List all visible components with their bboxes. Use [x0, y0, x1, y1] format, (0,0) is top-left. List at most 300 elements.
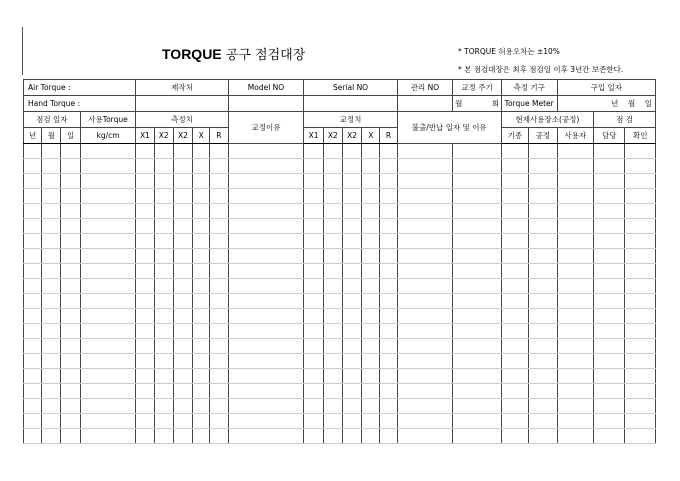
entry-cell[interactable] — [210, 174, 228, 189]
entry-cell[interactable] — [42, 174, 61, 189]
entry-cell[interactable] — [304, 174, 323, 189]
entry-cell[interactable] — [557, 339, 593, 354]
entry-cell[interactable] — [342, 369, 361, 384]
entry-cell[interactable] — [529, 174, 557, 189]
entry-cell[interactable] — [362, 294, 380, 309]
entry-cell[interactable] — [397, 204, 453, 219]
entry-cell[interactable] — [228, 324, 304, 339]
entry-cell[interactable] — [625, 144, 656, 159]
entry-cell[interactable] — [42, 279, 61, 294]
model-no-field[interactable] — [228, 96, 304, 112]
entry-cell[interactable] — [342, 294, 361, 309]
entry-cell[interactable] — [210, 369, 228, 384]
entry-cell[interactable] — [210, 279, 228, 294]
entry-cell[interactable] — [362, 249, 380, 264]
entry-cell[interactable] — [397, 219, 453, 234]
entry-cell[interactable] — [453, 414, 502, 429]
entry-cell[interactable] — [380, 414, 397, 429]
entry-cell[interactable] — [193, 354, 210, 369]
entry-cell[interactable] — [501, 144, 528, 159]
entry-cell[interactable] — [61, 369, 80, 384]
entry-cell[interactable] — [453, 384, 502, 399]
entry-cell[interactable] — [397, 324, 453, 339]
entry-cell[interactable] — [80, 369, 136, 384]
entry-cell[interactable] — [304, 159, 323, 174]
entry-cell[interactable] — [380, 429, 397, 444]
entry-cell[interactable] — [501, 384, 528, 399]
entry-cell[interactable] — [136, 234, 154, 249]
entry-cell[interactable] — [228, 354, 304, 369]
entry-cell[interactable] — [362, 189, 380, 204]
entry-cell[interactable] — [342, 354, 361, 369]
entry-cell[interactable] — [453, 354, 502, 369]
entry-cell[interactable] — [210, 219, 228, 234]
entry-cell[interactable] — [501, 249, 528, 264]
entry-cell[interactable] — [154, 324, 173, 339]
entry-cell[interactable] — [193, 159, 210, 174]
entry-cell[interactable] — [228, 279, 304, 294]
entry-cell[interactable] — [380, 354, 397, 369]
entry-cell[interactable] — [380, 369, 397, 384]
entry-cell[interactable] — [453, 429, 502, 444]
entry-cell[interactable] — [136, 264, 154, 279]
purchase-date-field[interactable] — [557, 96, 655, 112]
entry-cell[interactable] — [173, 264, 192, 279]
entry-cell[interactable] — [380, 309, 397, 324]
entry-cell[interactable] — [304, 369, 323, 384]
entry-cell[interactable] — [193, 189, 210, 204]
entry-cell[interactable] — [80, 399, 136, 414]
entry-cell[interactable] — [24, 384, 42, 399]
entry-cell[interactable] — [136, 414, 154, 429]
entry-cell[interactable] — [501, 159, 528, 174]
entry-cell[interactable] — [501, 324, 528, 339]
maker-field[interactable] — [136, 96, 228, 112]
entry-cell[interactable] — [380, 294, 397, 309]
entry-cell[interactable] — [173, 309, 192, 324]
entry-cell[interactable] — [453, 399, 502, 414]
entry-cell[interactable] — [557, 264, 593, 279]
entry-cell[interactable] — [557, 399, 593, 414]
entry-cell[interactable] — [42, 384, 61, 399]
entry-cell[interactable] — [342, 324, 361, 339]
entry-cell[interactable] — [453, 339, 502, 354]
entry-cell[interactable] — [557, 369, 593, 384]
entry-cell[interactable] — [173, 414, 192, 429]
entry-cell[interactable] — [61, 309, 80, 324]
entry-cell[interactable] — [154, 264, 173, 279]
entry-cell[interactable] — [61, 354, 80, 369]
entry-cell[interactable] — [136, 159, 154, 174]
entry-cell[interactable] — [625, 294, 656, 309]
entry-cell[interactable] — [304, 279, 323, 294]
entry-cell[interactable] — [61, 159, 80, 174]
entry-cell[interactable] — [529, 234, 557, 249]
entry-cell[interactable] — [453, 204, 502, 219]
entry-cell[interactable] — [228, 264, 304, 279]
entry-cell[interactable] — [501, 399, 528, 414]
entry-cell[interactable] — [154, 399, 173, 414]
entry-cell[interactable] — [323, 219, 342, 234]
entry-cell[interactable] — [24, 294, 42, 309]
entry-cell[interactable] — [173, 324, 192, 339]
entry-cell[interactable] — [323, 159, 342, 174]
entry-cell[interactable] — [380, 264, 397, 279]
entry-cell[interactable] — [557, 249, 593, 264]
entry-cell[interactable] — [380, 249, 397, 264]
entry-cell[interactable] — [42, 144, 61, 159]
entry-cell[interactable] — [397, 144, 453, 159]
entry-cell[interactable] — [501, 309, 528, 324]
entry-cell[interactable] — [154, 189, 173, 204]
entry-cell[interactable] — [24, 414, 42, 429]
entry-cell[interactable] — [453, 294, 502, 309]
entry-cell[interactable] — [323, 399, 342, 414]
entry-cell[interactable] — [453, 189, 502, 204]
entry-cell[interactable] — [323, 174, 342, 189]
entry-cell[interactable] — [61, 279, 80, 294]
entry-cell[interactable] — [529, 219, 557, 234]
entry-cell[interactable] — [154, 354, 173, 369]
entry-cell[interactable] — [362, 144, 380, 159]
entry-cell[interactable] — [594, 219, 625, 234]
entry-cell[interactable] — [625, 414, 656, 429]
entry-cell[interactable] — [304, 189, 323, 204]
entry-cell[interactable] — [61, 339, 80, 354]
entry-cell[interactable] — [80, 279, 136, 294]
entry-cell[interactable] — [154, 309, 173, 324]
entry-cell[interactable] — [24, 324, 42, 339]
entry-cell[interactable] — [193, 399, 210, 414]
entry-cell[interactable] — [594, 174, 625, 189]
entry-cell[interactable] — [154, 174, 173, 189]
entry-cell[interactable] — [304, 399, 323, 414]
entry-cell[interactable] — [24, 219, 42, 234]
entry-cell[interactable] — [342, 384, 361, 399]
entry-cell[interactable] — [24, 429, 42, 444]
entry-cell[interactable] — [529, 324, 557, 339]
entry-cell[interactable] — [380, 189, 397, 204]
entry-cell[interactable] — [193, 324, 210, 339]
entry-cell[interactable] — [210, 234, 228, 249]
entry-cell[interactable] — [136, 399, 154, 414]
entry-cell[interactable] — [24, 234, 42, 249]
entry-cell[interactable] — [323, 264, 342, 279]
entry-cell[interactable] — [557, 159, 593, 174]
entry-cell[interactable] — [304, 384, 323, 399]
entry-cell[interactable] — [228, 234, 304, 249]
entry-cell[interactable] — [173, 144, 192, 159]
entry-cell[interactable] — [342, 174, 361, 189]
entry-cell[interactable] — [557, 429, 593, 444]
entry-cell[interactable] — [342, 264, 361, 279]
entry-cell[interactable] — [228, 204, 304, 219]
entry-cell[interactable] — [397, 354, 453, 369]
entry-cell[interactable] — [380, 174, 397, 189]
entry-cell[interactable] — [529, 339, 557, 354]
entry-cell[interactable] — [594, 324, 625, 339]
entry-cell[interactable] — [557, 279, 593, 294]
entry-cell[interactable] — [42, 324, 61, 339]
entry-cell[interactable] — [594, 204, 625, 219]
entry-cell[interactable] — [80, 264, 136, 279]
mgmt-no-field[interactable] — [397, 96, 453, 112]
entry-cell[interactable] — [136, 189, 154, 204]
entry-cell[interactable] — [42, 414, 61, 429]
entry-cell[interactable] — [397, 384, 453, 399]
calib-cycle-field[interactable] — [453, 96, 502, 112]
entry-cell[interactable] — [61, 294, 80, 309]
entry-cell[interactable] — [625, 399, 656, 414]
entry-cell[interactable] — [625, 279, 656, 294]
entry-cell[interactable] — [342, 144, 361, 159]
entry-cell[interactable] — [342, 249, 361, 264]
entry-cell[interactable] — [557, 174, 593, 189]
entry-cell[interactable] — [453, 279, 502, 294]
entry-cell[interactable] — [323, 249, 342, 264]
entry-cell[interactable] — [193, 384, 210, 399]
entry-cell[interactable] — [173, 399, 192, 414]
entry-cell[interactable] — [304, 294, 323, 309]
serial-no-field[interactable] — [304, 96, 397, 112]
entry-cell[interactable] — [594, 399, 625, 414]
entry-cell[interactable] — [136, 204, 154, 219]
entry-cell[interactable] — [625, 219, 656, 234]
entry-cell[interactable] — [228, 384, 304, 399]
entry-cell[interactable] — [42, 429, 61, 444]
entry-cell[interactable] — [42, 309, 61, 324]
entry-cell[interactable] — [136, 309, 154, 324]
entry-cell[interactable] — [594, 309, 625, 324]
entry-cell[interactable] — [501, 429, 528, 444]
entry-cell[interactable] — [397, 249, 453, 264]
entry-cell[interactable] — [193, 204, 210, 219]
entry-cell[interactable] — [61, 189, 80, 204]
entry-cell[interactable] — [501, 414, 528, 429]
entry-cell[interactable] — [362, 279, 380, 294]
entry-cell[interactable] — [594, 144, 625, 159]
entry-cell[interactable] — [136, 429, 154, 444]
entry-cell[interactable] — [397, 414, 453, 429]
entry-cell[interactable] — [594, 279, 625, 294]
entry-cell[interactable] — [61, 219, 80, 234]
entry-cell[interactable] — [42, 339, 61, 354]
entry-cell[interactable] — [380, 204, 397, 219]
entry-cell[interactable] — [501, 294, 528, 309]
entry-cell[interactable] — [173, 294, 192, 309]
entry-cell[interactable] — [625, 264, 656, 279]
entry-cell[interactable] — [529, 249, 557, 264]
entry-cell[interactable] — [24, 339, 42, 354]
entry-cell[interactable] — [61, 174, 80, 189]
entry-cell[interactable] — [501, 339, 528, 354]
entry-cell[interactable] — [380, 234, 397, 249]
entry-cell[interactable] — [193, 369, 210, 384]
entry-cell[interactable] — [362, 159, 380, 174]
entry-cell[interactable] — [228, 294, 304, 309]
entry-cell[interactable] — [529, 279, 557, 294]
entry-cell[interactable] — [362, 369, 380, 384]
entry-cell[interactable] — [342, 219, 361, 234]
entry-cell[interactable] — [625, 369, 656, 384]
entry-cell[interactable] — [625, 234, 656, 249]
entry-cell[interactable] — [154, 159, 173, 174]
entry-cell[interactable] — [594, 294, 625, 309]
entry-cell[interactable] — [557, 354, 593, 369]
entry-cell[interactable] — [362, 324, 380, 339]
entry-cell[interactable] — [594, 369, 625, 384]
entry-cell[interactable] — [323, 369, 342, 384]
entry-cell[interactable] — [210, 414, 228, 429]
entry-cell[interactable] — [61, 144, 80, 159]
entry-cell[interactable] — [80, 249, 136, 264]
entry-cell[interactable] — [362, 399, 380, 414]
entry-cell[interactable] — [136, 354, 154, 369]
entry-cell[interactable] — [397, 264, 453, 279]
entry-cell[interactable] — [397, 234, 453, 249]
entry-cell[interactable] — [228, 414, 304, 429]
entry-cell[interactable] — [304, 234, 323, 249]
entry-cell[interactable] — [501, 264, 528, 279]
entry-cell[interactable] — [501, 189, 528, 204]
entry-cell[interactable] — [154, 429, 173, 444]
entry-cell[interactable] — [136, 369, 154, 384]
entry-cell[interactable] — [362, 309, 380, 324]
entry-cell[interactable] — [210, 324, 228, 339]
entry-cell[interactable] — [42, 294, 61, 309]
entry-cell[interactable] — [304, 324, 323, 339]
entry-cell[interactable] — [453, 309, 502, 324]
entry-cell[interactable] — [228, 249, 304, 264]
entry-cell[interactable] — [173, 429, 192, 444]
entry-cell[interactable] — [529, 414, 557, 429]
entry-cell[interactable] — [42, 369, 61, 384]
entry-cell[interactable] — [228, 189, 304, 204]
entry-cell[interactable] — [557, 219, 593, 234]
entry-cell[interactable] — [24, 399, 42, 414]
entry-cell[interactable] — [80, 234, 136, 249]
entry-cell[interactable] — [362, 414, 380, 429]
entry-cell[interactable] — [380, 219, 397, 234]
entry-cell[interactable] — [80, 384, 136, 399]
entry-cell[interactable] — [80, 204, 136, 219]
entry-cell[interactable] — [80, 174, 136, 189]
entry-cell[interactable] — [154, 294, 173, 309]
entry-cell[interactable] — [397, 399, 453, 414]
entry-cell[interactable] — [342, 339, 361, 354]
entry-cell[interactable] — [154, 279, 173, 294]
entry-cell[interactable] — [501, 204, 528, 219]
entry-cell[interactable] — [625, 189, 656, 204]
entry-cell[interactable] — [323, 234, 342, 249]
entry-cell[interactable] — [323, 189, 342, 204]
entry-cell[interactable] — [557, 414, 593, 429]
entry-cell[interactable] — [397, 309, 453, 324]
entry-cell[interactable] — [557, 144, 593, 159]
entry-cell[interactable] — [323, 414, 342, 429]
entry-cell[interactable] — [362, 384, 380, 399]
entry-cell[interactable] — [323, 339, 342, 354]
entry-cell[interactable] — [594, 429, 625, 444]
entry-cell[interactable] — [80, 309, 136, 324]
entry-cell[interactable] — [136, 384, 154, 399]
entry-cell[interactable] — [304, 309, 323, 324]
entry-cell[interactable] — [453, 219, 502, 234]
entry-cell[interactable] — [228, 309, 304, 324]
entry-cell[interactable] — [501, 279, 528, 294]
entry-cell[interactable] — [228, 339, 304, 354]
entry-cell[interactable] — [80, 159, 136, 174]
entry-cell[interactable] — [210, 144, 228, 159]
entry-cell[interactable] — [453, 234, 502, 249]
entry-cell[interactable] — [453, 369, 502, 384]
entry-cell[interactable] — [529, 264, 557, 279]
entry-cell[interactable] — [61, 399, 80, 414]
entry-cell[interactable] — [529, 399, 557, 414]
entry-cell[interactable] — [154, 369, 173, 384]
entry-cell[interactable] — [42, 354, 61, 369]
entry-cell[interactable] — [557, 324, 593, 339]
entry-cell[interactable] — [61, 414, 80, 429]
entry-cell[interactable] — [193, 219, 210, 234]
entry-cell[interactable] — [228, 219, 304, 234]
entry-cell[interactable] — [136, 294, 154, 309]
entry-cell[interactable] — [397, 174, 453, 189]
entry-cell[interactable] — [594, 264, 625, 279]
entry-cell[interactable] — [154, 234, 173, 249]
entry-cell[interactable] — [42, 234, 61, 249]
entry-cell[interactable] — [228, 429, 304, 444]
entry-cell[interactable] — [453, 324, 502, 339]
entry-cell[interactable] — [362, 174, 380, 189]
entry-cell[interactable] — [594, 189, 625, 204]
entry-cell[interactable] — [24, 189, 42, 204]
entry-cell[interactable] — [61, 264, 80, 279]
entry-cell[interactable] — [173, 204, 192, 219]
entry-cell[interactable] — [304, 414, 323, 429]
entry-cell[interactable] — [380, 144, 397, 159]
entry-cell[interactable] — [529, 294, 557, 309]
entry-cell[interactable] — [210, 384, 228, 399]
entry-cell[interactable] — [24, 159, 42, 174]
entry-cell[interactable] — [342, 204, 361, 219]
entry-cell[interactable] — [362, 234, 380, 249]
entry-cell[interactable] — [24, 144, 42, 159]
entry-cell[interactable] — [594, 159, 625, 174]
entry-cell[interactable] — [210, 354, 228, 369]
entry-cell[interactable] — [594, 384, 625, 399]
entry-cell[interactable] — [173, 159, 192, 174]
entry-cell[interactable] — [42, 264, 61, 279]
entry-cell[interactable] — [193, 234, 210, 249]
entry-cell[interactable] — [193, 144, 210, 159]
entry-cell[interactable] — [362, 219, 380, 234]
entry-cell[interactable] — [625, 354, 656, 369]
entry-cell[interactable] — [380, 159, 397, 174]
entry-cell[interactable] — [453, 159, 502, 174]
entry-cell[interactable] — [501, 234, 528, 249]
entry-cell[interactable] — [173, 384, 192, 399]
entry-cell[interactable] — [625, 249, 656, 264]
entry-cell[interactable] — [193, 309, 210, 324]
entry-cell[interactable] — [397, 159, 453, 174]
entry-cell[interactable] — [136, 279, 154, 294]
entry-cell[interactable] — [193, 294, 210, 309]
entry-cell[interactable] — [529, 189, 557, 204]
entry-cell[interactable] — [42, 204, 61, 219]
entry-cell[interactable] — [61, 249, 80, 264]
entry-cell[interactable] — [557, 234, 593, 249]
